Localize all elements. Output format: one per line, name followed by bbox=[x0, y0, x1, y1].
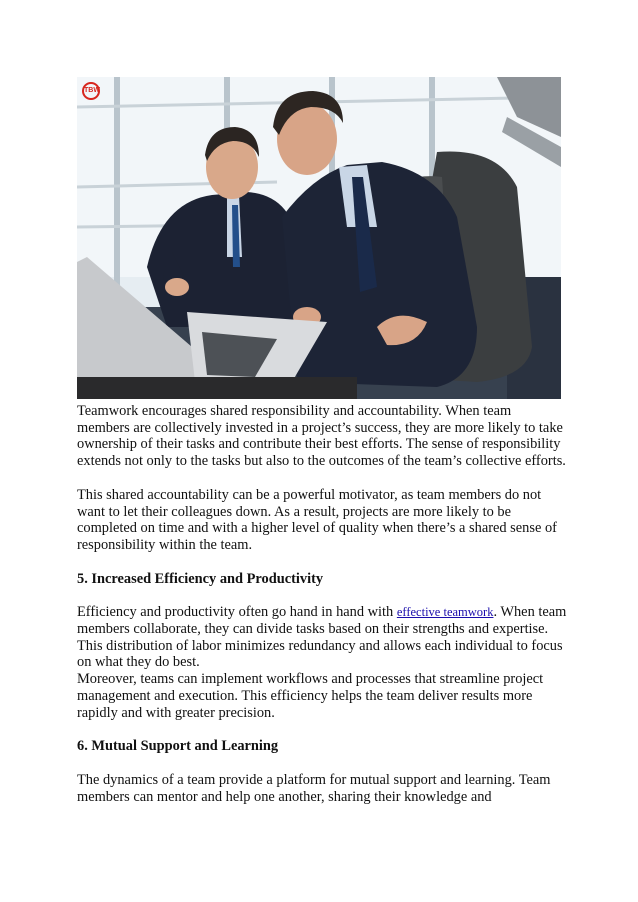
article-body bbox=[77, 403, 567, 822]
section-5-paragraph-1 bbox=[77, 604, 567, 671]
section-5-text-start: Efficiency and productivity often go hand in hand with bbox=[77, 604, 397, 621]
two-businessmen-laptop-illustration bbox=[77, 77, 561, 399]
section-6-heading: 6. Mutual Support and Learning bbox=[77, 738, 279, 755]
section-5-text-end: . When team members collaborate, they can divide tasks based on their strengths and expertise. This distribution of labor minimizes redundancy and allows each individual to focus on what they do best. bbox=[77, 604, 567, 671]
effective-teamwork-link[interactable]: effective teamwork bbox=[396, 605, 494, 620]
section-5-paragraph-2: Moreover, teams can implement workflows and processes that streamline project management and execution. This efficiency helps the team deliver results more rapidly and with greater precision. bbox=[77, 671, 544, 721]
intro-paragraph-1: Teamwork encourages shared responsibility and accountability. When team members are collectively invested in a project’s success, they are more likely to take ownership of their tasks and contribute their best efforts. The sense of responsibility extends not only to the tasks but also to the outcomes of the team’s collective efforts. bbox=[77, 403, 566, 470]
intro-paragraph-2: This shared accountability can be a powerful motivator, as team members do not want to let their colleagues down. As a result, projects are more likely to be completed on time and with a higher level of quality when there’s a shared sense of responsibility within the team. bbox=[77, 486, 557, 553]
section-6-paragraph-1: The dynamics of a team provide a platform for mutual support and learning. Team members can mentor and help one another, sharing their knowledge and bbox=[77, 771, 551, 805]
section-5-heading: 5. Increased Efficiency and Productivity bbox=[77, 570, 324, 587]
hero-photo bbox=[77, 77, 561, 399]
brand-logo: TBW bbox=[84, 87, 100, 94]
